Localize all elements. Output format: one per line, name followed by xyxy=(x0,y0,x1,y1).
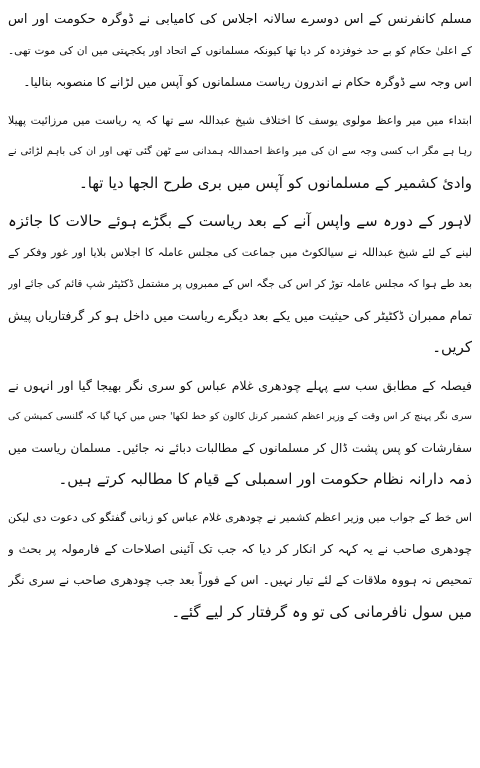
text-line: میں سول نافرمانی کی تو وہ گرفتار کر لیے گئے۔ xyxy=(171,602,472,621)
text-line: ابتداء میں میر واعظ مولوی یوسف کا اختلاف شیخ عبداللہ سے تھا کہ یہ ریاست میں مرزائیت پھیلا xyxy=(8,113,472,127)
text-line: لاہور کے دورہ سے واپس آنے کے بعد ریاست کے بگڑے ہوئے حالات کا جائزہ xyxy=(8,211,472,230)
text-line: اس وجہ سے ڈوگرہ حکام نے اندرون ریاست مسلمانوں کو آپس میں لڑانے کا منصوبہ بنالیا۔ xyxy=(23,75,472,90)
text-line: تمحیص نہ ہووہ ملاقات کے لئے تیار نہیں۔ اس کے فوراً بعد جب چودھری صاحب نے سری نگر xyxy=(8,573,472,588)
text-line: لینے کے لئے شیخ عبداللہ نے سیالکوٹ میں جماعت کی مجلس عاملہ کا اجلاس بلایا اور غور وفکر کے xyxy=(8,246,472,260)
paragraph-2 xyxy=(8,105,472,200)
paragraph-3 xyxy=(8,206,472,364)
text-line: چودھری صاحب نے یہ کہہ کر انکار کر دیا کہ جب تک آئینی اصلاحات کے فارمولہ پر بحث و xyxy=(8,541,472,556)
text-line: تمام ممبران ڈکٹیٹر کی حیثیت میں یکے بعد دیگرے ریاست میں داخل ہو کر گرفتاریاں پیش xyxy=(8,308,472,324)
text-line: بعد طے ہوا کہ مجلس عاملہ توڑ کر اس کی جگہ اس کے ممبروں پر مشتمل ڈکٹیٹر شپ قائم کی جائے اور xyxy=(8,277,472,290)
paragraph-1 xyxy=(8,4,472,99)
text-line: کریں۔ xyxy=(432,337,472,356)
text-line: وادیٔ کشمیر کے مسلمانوں کو آپس میں بری طرح الجھا دیا تھا۔ xyxy=(79,173,472,192)
text-line: ذمہ دارانہ نظام حکومت اور اسمبلی کے قیام کا مطالبہ کرتے ہیں۔ xyxy=(58,470,472,489)
text-line: سفارشات کو پس پشت ڈال کر مسلمانوں کے مطالبات دبائے نہ جائیں۔ مسلمان ریاست میں xyxy=(8,440,472,455)
text-line: کے اعلیٰ حکام کو بے حد خوفزدہ کر دیا تھا کیونکہ مسلمانوں کے اتحاد اور یکجہتی میں ان کی موت تھی۔ xyxy=(8,44,472,57)
paragraph-4 xyxy=(8,370,472,496)
text-line: رہا ہے مگر اب کسی وجہ سے ان کی میر واعظ احمداللہ ہمدانی سے ٹھن گئی تھی اور ان کی باہم لڑائی نے xyxy=(8,146,472,158)
text-line: مسلم کانفرنس کے اس دوسرے سالانہ اجلاس کی کامیابی نے ڈوگرہ حکومت اور اس xyxy=(8,12,472,27)
text-line: اس خط کے جواب میں وزیر اعظم کشمیر نے چودھری غلام عباس کو زبانی گفتگو کی دعوت دی لیکن xyxy=(8,510,472,524)
text-line: سری نگر پہنچ کر اس وقت کے وزیر اعظم کشمیر کرنل کالون کو خط لکھا' جس میں کہا گیا کہ گلنسی کمیشن کی xyxy=(8,411,472,423)
text-line: فیصلہ کے مطابق سب سے پہلے چودھری غلام عباس کو سری نگر بھیجا گیا اور انہوں نے xyxy=(8,377,472,393)
paragraph-5 xyxy=(8,502,472,628)
